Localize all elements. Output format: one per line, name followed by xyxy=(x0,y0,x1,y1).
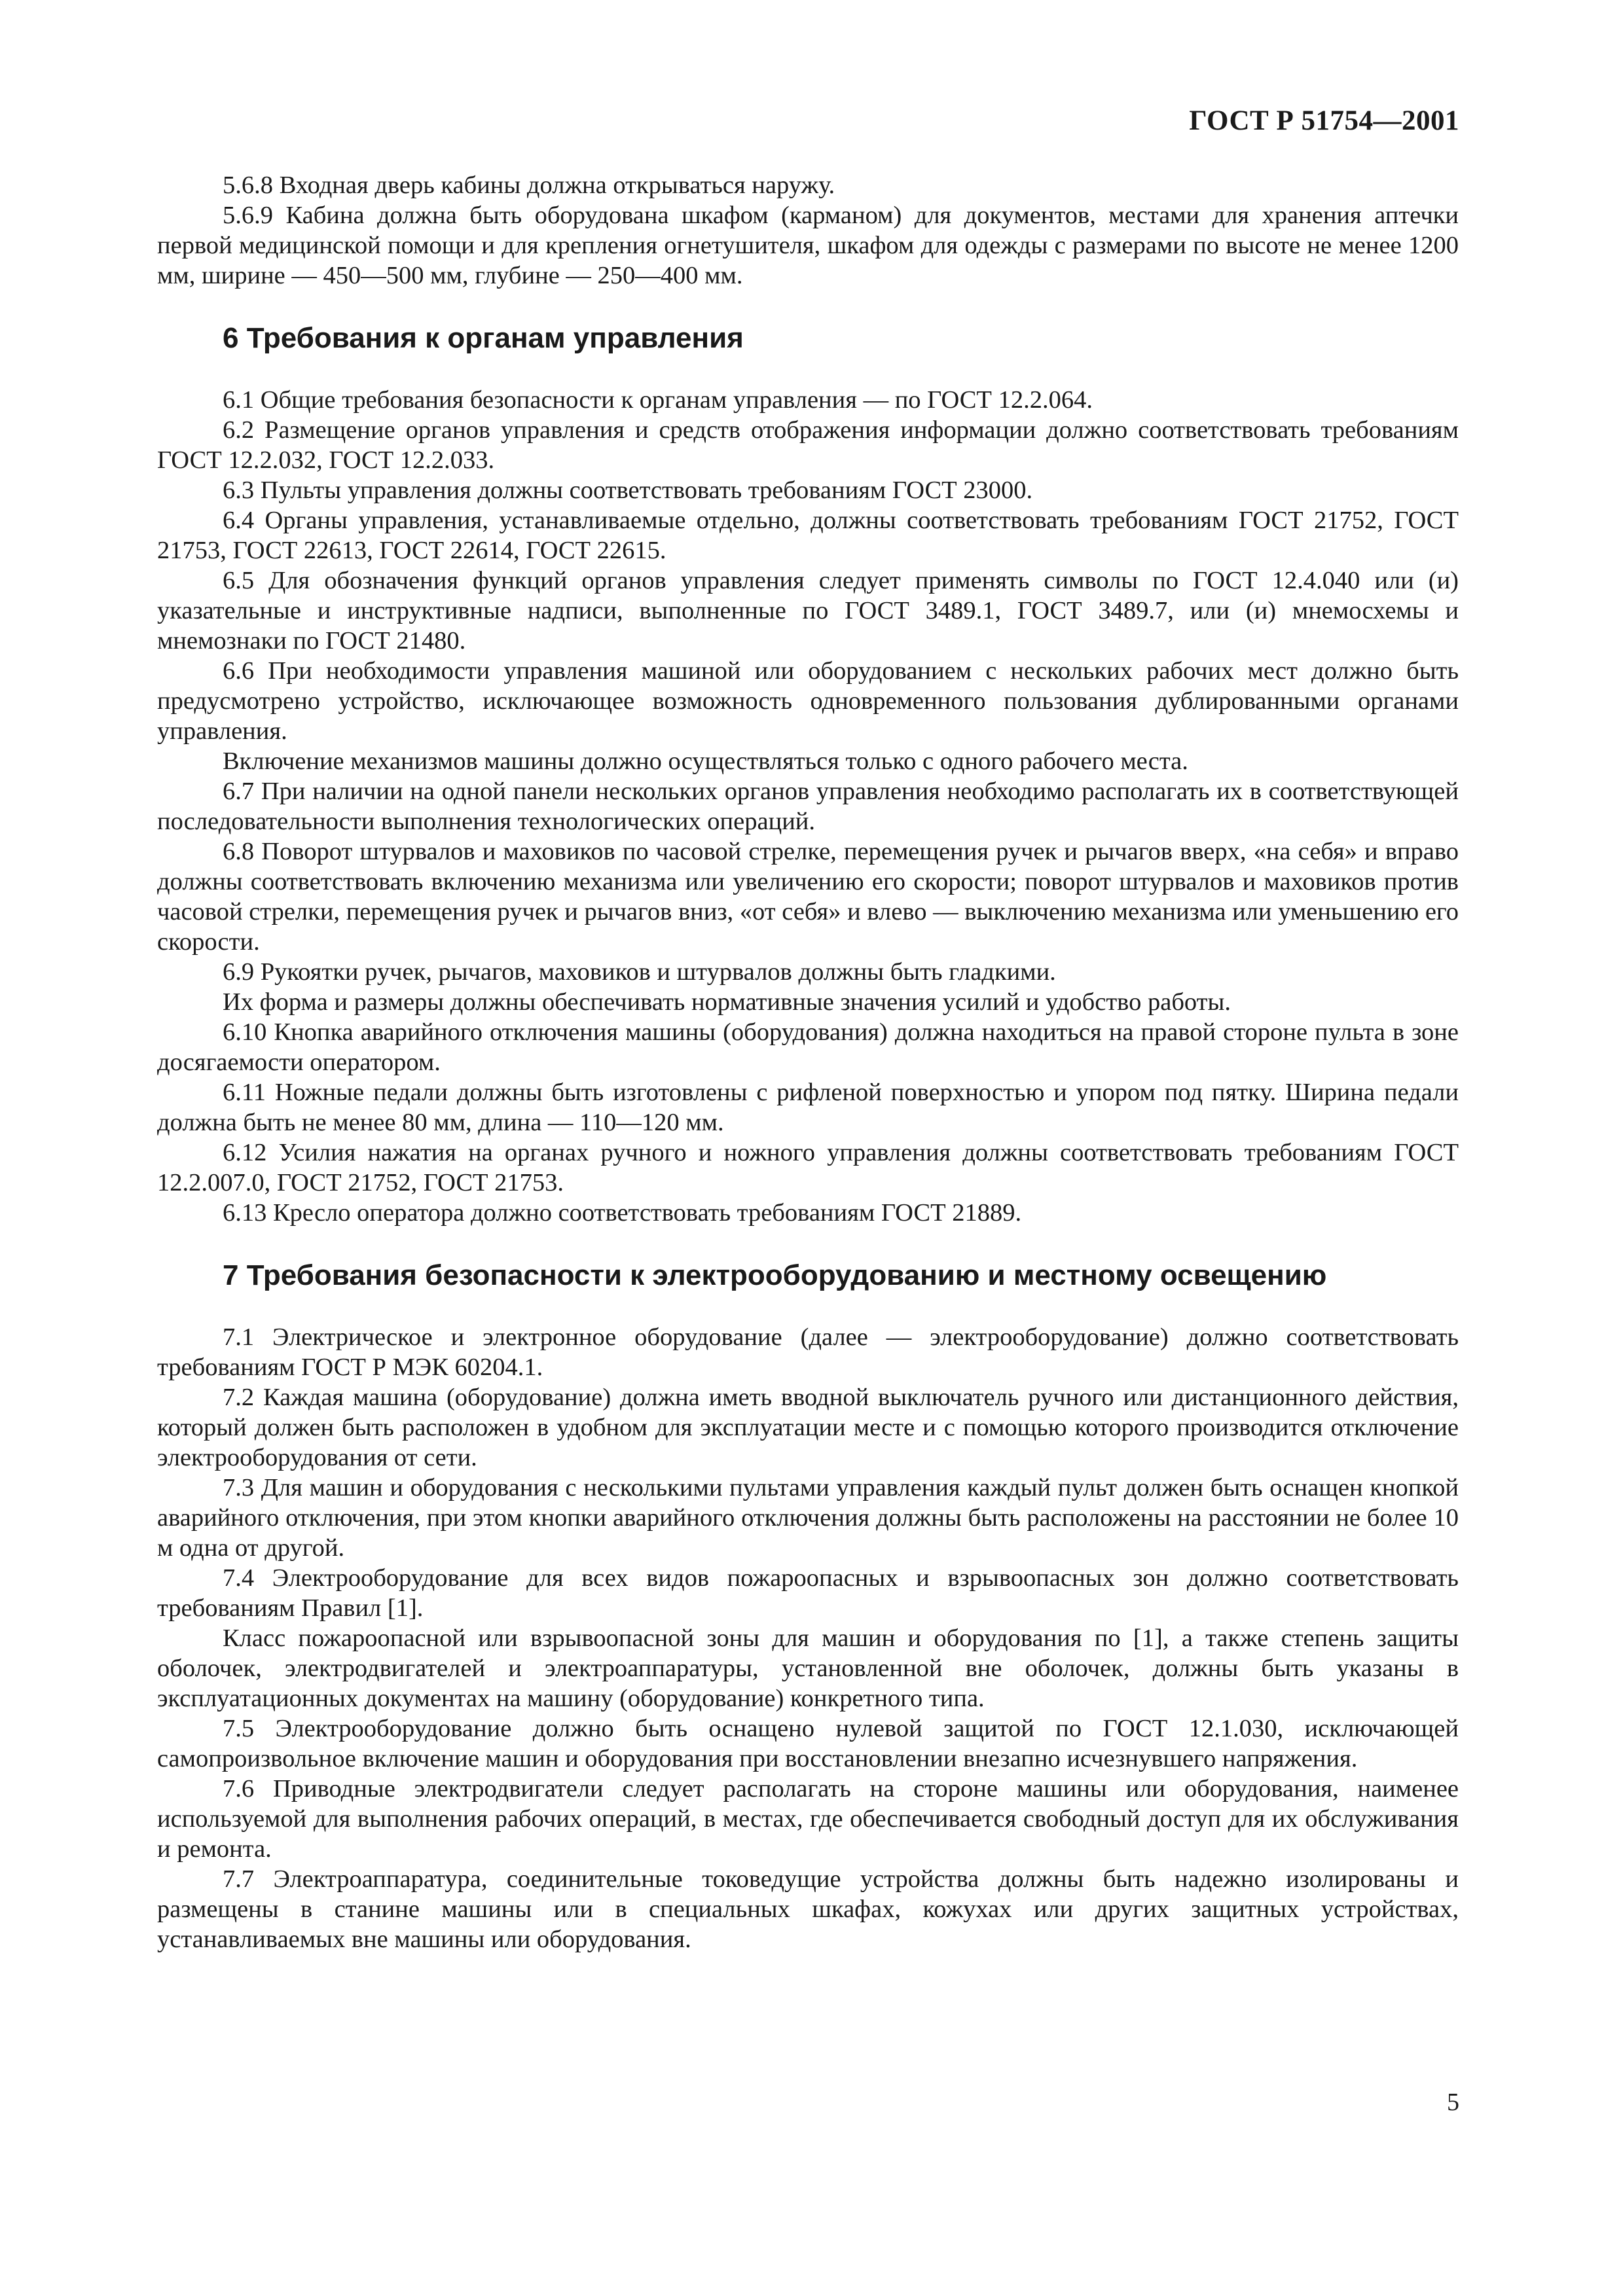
paragraph: 6.2 Размещение органов управления и средств отображения информации должно соответствовать требованиям ГОСТ 12.2.032, ГОСТ 12.2.033. xyxy=(157,416,1459,474)
paragraph: 6.10 Кнопка аварийного отключения машины (оборудования) должна находиться на правой стороне пульта в зоне досягаемости оператором. xyxy=(157,1018,1459,1076)
paragraph: 6.4 Органы управления, устанавливаемые отдельно, должны соответствовать требованиям ГОСТ 21752, ГОСТ 21753, ГОСТ 22613, ГОСТ 22614, ГОСТ 22615. xyxy=(157,507,1459,564)
paragraph: 6.1 Общие требования безопасности к органам управления — по ГОСТ 12.2.064. xyxy=(223,386,1093,414)
document-header: ГОСТ Р 51754—2001 xyxy=(1189,105,1459,136)
paragraph: 5.6.9 Кабина должна быть оборудована шкафом (карманом) для документов, местами для хранения аптечки первой медицинской помощи и для крепления огнетушителя, шкафом для одежды с размерами по высоте не менее 1200 мм, ширине — 450—500 мм, глубине — 250—400 мм. xyxy=(157,202,1459,289)
paragraph: 6.12 Усилия нажатия на органах ручного и ножного управления должны соответствовать требованиям ГОСТ 12.2.007.0, ГОСТ 21752, ГОСТ 21753. xyxy=(157,1139,1459,1196)
paragraph: 6.3 Пульты управления должны соответствовать требованиям ГОСТ 23000. xyxy=(223,476,1033,504)
paragraph: 6.8 Поворот штурвалов и маховиков по часовой стрелке, перемещения ручек и рычагов вверх, «на себя» и вправо должны соответствовать включению механизма или увеличению его скорости; поворот штурвалов и маховиков против часовой стрелки, перемещения ручек и рычагов вниз, «от себя» и влево — выключению механизма или уменьшению его скорости. xyxy=(157,838,1459,956)
paragraph: 6.13 Кресло оператора должно соответствовать требованиям ГОСТ 21889. xyxy=(223,1199,1022,1227)
page-number: 5 xyxy=(1447,2089,1459,2116)
paragraph: 7.5 Электрооборудование должно быть оснащено нулевой защитой по ГОСТ 12.1.030, исключающей самопроизвольное включение машин и оборудования при восстановлении внезапно исчезнувшего напряжения. xyxy=(157,1715,1459,1772)
paragraph: Включение механизмов машины должно осуществляться только с одного рабочего места. xyxy=(223,747,1188,775)
paragraph: 6.7 При наличии на одной панели нескольких органов управления необходимо располагать их в соответствующей последовательности выполнения технологических операций. xyxy=(157,778,1459,835)
paragraph: 7.6 Приводные электродвигатели следует располагать на стороне машины или оборудования, наименее используемой для выполнения рабочих операций, в местах, где обеспечивается свободный доступ для их обслуживания и ремонта. xyxy=(157,1775,1459,1863)
paragraph: 7.7 Электроаппаратура, соединительные токоведущие устройства должны быть надежно изолированы и размещены в станине машины или в специальных шкафах, кожухах или других защитных устройствах, устанавливаемых вне машины или оборудования. xyxy=(157,1865,1459,1953)
paragraph: 7.3 Для машин и оборудования с несколькими пультами управления каждый пульт должен быть оснащен кнопкой аварийного отключения, при этом кнопки аварийного отключения должны быть расположены на расстоянии не более 10 м одна от другой. xyxy=(157,1474,1459,1562)
document-body xyxy=(157,170,1459,1954)
section-heading: 7 Требования безопасности к электрооборудованию и местному освещению xyxy=(223,1259,1327,1291)
paragraph: 7.2 Каждая машина (оборудование) должна иметь вводной выключатель ручного или дистанционного действия, который должен быть расположен в удобном для эксплуатации месте и с помощью которого производится отключение электрооборудования от сети. xyxy=(157,1384,1459,1471)
paragraph: 6.5 Для обозначения функций органов управления следует применять символы по ГОСТ 12.4.040 или (и) указательные и инструктивные надписи, выполненные по ГОСТ 3489.1, ГОСТ 3489.7, или (и) мнемосхемы и мнемознаки по ГОСТ 21480. xyxy=(157,567,1459,655)
paragraph: 7.1 Электрическое и электронное оборудование (далее — электрооборудование) должно соответствовать требованиям ГОСТ Р МЭК 60204.1. xyxy=(157,1323,1459,1381)
paragraph: 5.6.8 Входная дверь кабины должна открываться наружу. xyxy=(223,171,835,199)
paragraph: 6.9 Рукоятки ручек, рычагов, маховиков и штурвалов должны быть гладкими. xyxy=(223,958,1056,986)
section-heading: 6 Требования к органам управления xyxy=(223,322,744,354)
paragraph: 6.11 Ножные педали должны быть изготовлены с рифленой поверхностью и упором под пятку. Ширина педали должна быть не менее 80 мм, длина — 110—120 мм. xyxy=(157,1079,1459,1136)
paragraph: 6.6 При необходимости управления машиной или оборудованием с нескольких рабочих мест должно быть предусмотрено устройство, исключающее возможность одновременного пользования дублированными органами управления. xyxy=(157,657,1459,745)
paragraph: Их форма и размеры должны обеспечивать нормативные значения усилий и удобство работы. xyxy=(223,988,1231,1016)
paragraph: 7.4 Электрооборудование для всех видов пожароопасных и взрывоопасных зон должно соответствовать требованиям Правил [1]. xyxy=(157,1564,1459,1622)
paragraph: Класс пожароопасной или взрывоопасной зоны для машин и оборудования по [1], а также степень защиты оболочек, электродвигателей и электроаппаратуры, установленной вне оболочек, должны быть указаны в эксплуатационных документах на машину (оборудование) конкретного типа. xyxy=(157,1624,1459,1712)
